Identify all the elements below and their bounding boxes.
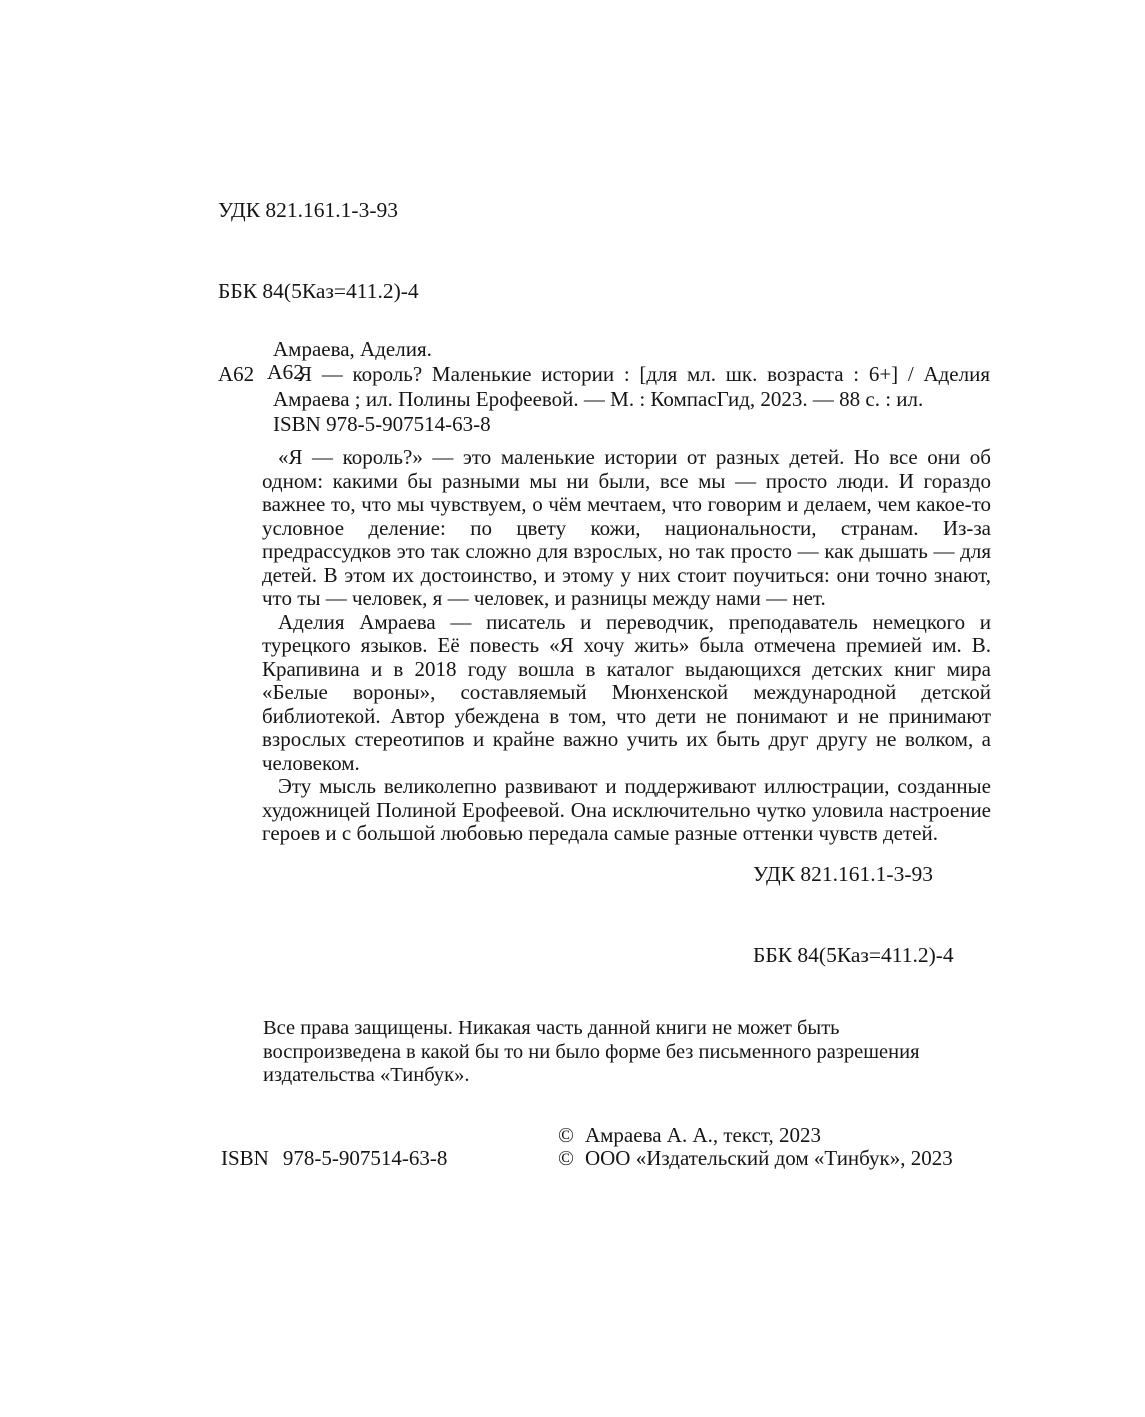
catalog-entry-text: Я — король? Маленькие истории : [для мл. шк. возраста : 6+] / Аделия Амраева ; ил. Полины Ерофеевой. — М. : КомпасГид, 2023. — 88 с. : ил. xyxy=(273,362,990,411)
copyright-publisher-text: ООО «Издательский дом «Тинбук», 2023 xyxy=(584,1146,953,1170)
catalog-entry-code: А62 xyxy=(218,362,255,386)
catalog-isbn: ISBN 978-5-907514-63-8 xyxy=(273,412,491,436)
udk-code: УДК 821.161.1-3-93 xyxy=(218,198,398,222)
annotation-block xyxy=(262,446,991,846)
catalog-card xyxy=(218,337,990,437)
rights-notice: Все права защищены. Никакая часть данной книги не может быть воспроизведена в какой бы то ни было форме без письменного разрешения издательства «Тинбук». xyxy=(263,1017,920,1086)
footer-codes-block xyxy=(753,807,954,1023)
annotation-paragraph-2: Аделия Амраева — писатель и переводчик, преподаватель немецкого и турецкого языков. Её повесть «Я хочу жить» была отмечена премией им. В. Крапивина и в 2018 году вошла в каталог выдающихся детских книг мира «Белые вороны», составляемый Мюнхенской международной детской библиотекой. Автор убеждена в том, что дети не понимают и не принимают взрослых стереотипов и крайне важно учить их быть друг другу не волком, а человеком. xyxy=(262,609,991,775)
copyright-sign: © xyxy=(558,1123,574,1147)
catalog-card-body xyxy=(218,362,990,437)
copyright-publisher-line xyxy=(558,1146,953,1171)
isbn-value: 978-5-907514-63-8 xyxy=(282,1146,448,1170)
imprint-isbn-line xyxy=(221,1146,447,1171)
bbk-code: ББК 84(5Каз=411.2)-4 xyxy=(218,279,419,303)
copyright-sign: © xyxy=(558,1146,574,1170)
copyright-author-text: Амраева А. А., текст, 2023 xyxy=(584,1123,821,1147)
author-code: А62 xyxy=(267,360,305,384)
isbn-label: ISBN xyxy=(221,1146,269,1170)
footer-bbk-code: ББК 84(5Каз=411.2)-4 xyxy=(753,943,954,967)
footer-udk-code: УДК 821.161.1-3-93 xyxy=(753,862,933,886)
catalog-author-heading: Амраева, Аделия. xyxy=(273,337,432,361)
annotation-paragraph-3: Эту мысль великолепно развивают и поддерживают иллюстрации, созданные художницей Полиной Ерофеевой. Она исключительно чутко уловила настроение героев и с большой любовью передала самые разные оттенки чувств детей. xyxy=(262,774,991,845)
copyright-author-line xyxy=(558,1123,821,1148)
annotation-paragraph-1: «Я — король?» — это маленькие истории от разных детей. Но все они об одном: какими бы разными мы ни были, все мы — просто люди. И гораздо важнее то, что мы чувствуем, о чём мечтаем, что говорим и делаем, чем какое-то условное деление: по цвету кожи, национальности, странам. Из-за предрассудков это так сложно для взрослых, но так просто — как дышать — для детей. В этом их достоинство, и этому у них стоит поучиться: они точно знают, что ты — человек, я — человек, и разницы между нами — нет. xyxy=(262,445,991,610)
